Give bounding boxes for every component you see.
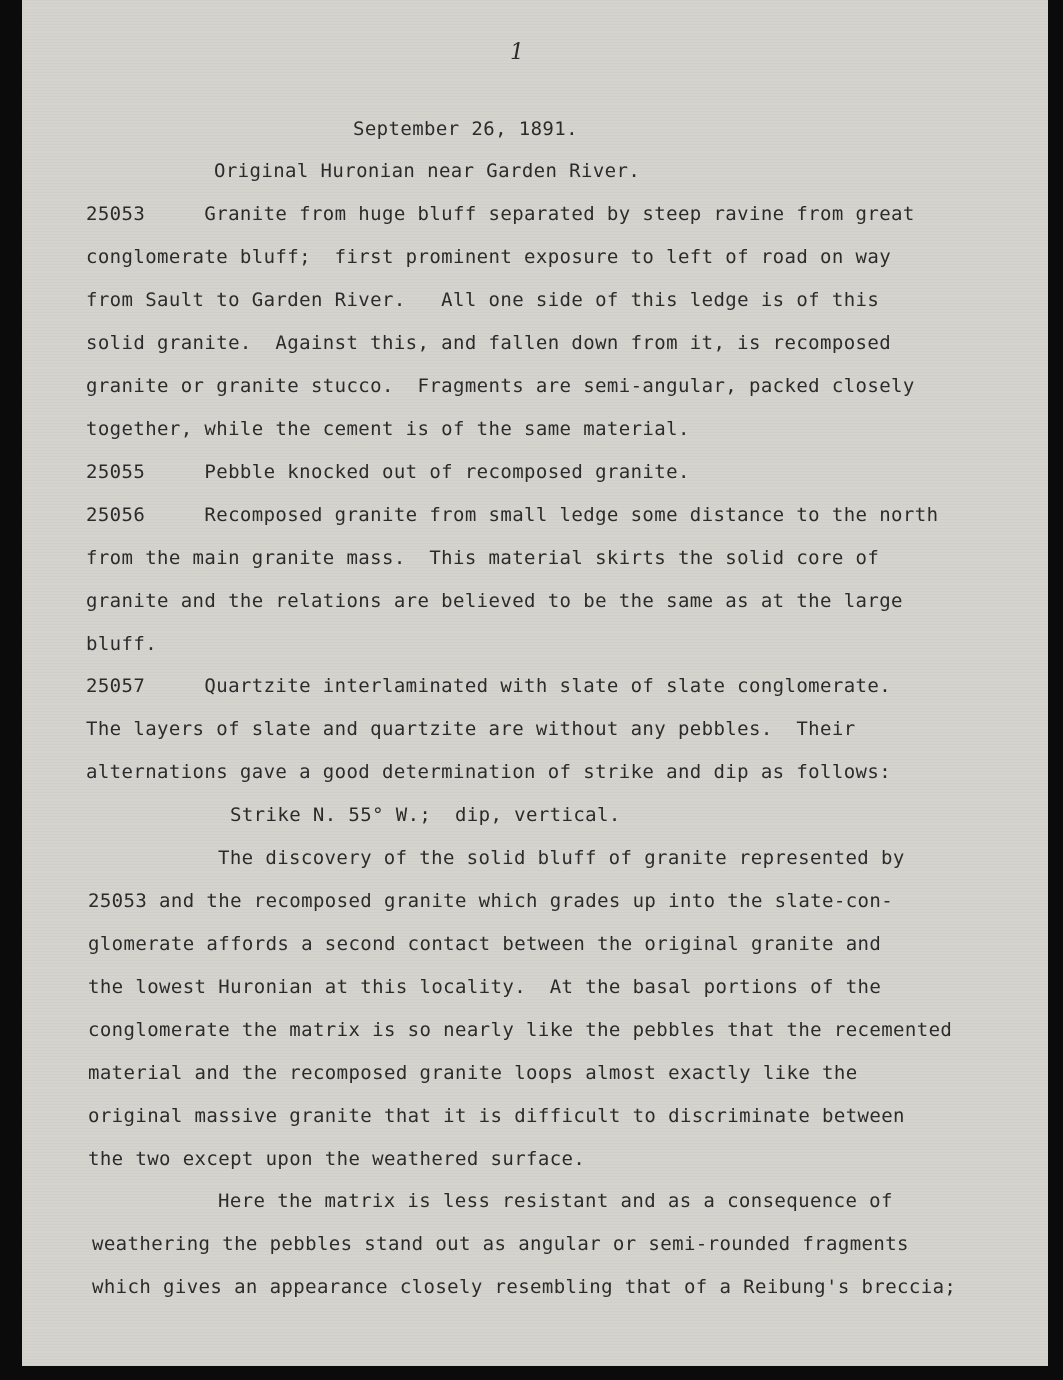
text-line: the lowest Huronian at this locality. At the basal portions of the — [88, 976, 882, 998]
text-line: 25056 Recomposed granite from small ledge some distance to the north — [86, 504, 939, 526]
text-line: 25053 Granite from huge bluff separated by steep ravine from great — [86, 203, 915, 225]
text-line: granite and the relations are believed to be the same as at the large — [86, 590, 903, 612]
text-line: solid granite. Against this, and fallen down from it, is recomposed — [86, 332, 892, 354]
text-line: 25055 Pebble knocked out of recomposed granite. — [86, 461, 690, 483]
text-line: from Sault to Garden River. All one side of this ledge is of this — [86, 289, 880, 311]
text-line: alternations gave a good determination of strike and dip as follows: — [86, 761, 892, 783]
text-line: the two except upon the weathered surface. — [88, 1148, 586, 1170]
text-line: granite or granite stucco. Fragments are semi-angular, packed closely — [86, 375, 915, 397]
text-line: Strike N. 55° W.; dip, vertical. — [230, 804, 621, 826]
document-page — [22, 0, 1048, 1366]
document-heading: Original Huronian near Garden River. — [214, 160, 641, 182]
text-line: conglomerate bluff; first prominent exposure to left of road on way — [86, 246, 892, 268]
text-line: which gives an appearance closely resembling that of a Reibung's breccia; — [92, 1276, 957, 1298]
text-line: material and the recomposed granite loops almost exactly like the — [88, 1062, 858, 1084]
text-line: conglomerate the matrix is so nearly like the pebbles that the recemented — [88, 1019, 953, 1041]
text-line: glomerate affords a second contact between the original granite and — [88, 933, 882, 955]
text-line: together, while the cement is of the same material. — [86, 418, 690, 440]
text-line: from the main granite mass. This material skirts the solid core of — [86, 547, 880, 569]
text-line: 25053 and the recomposed granite which grades up into the slate-con- — [88, 890, 894, 912]
text-line: original massive granite that it is difficult to discriminate between — [88, 1105, 905, 1127]
text-line: bluff. — [86, 633, 158, 655]
text-line: weathering the pebbles stand out as angular or semi-rounded fragments — [92, 1233, 909, 1255]
page-number: 1 — [510, 40, 524, 65]
document-date: September 26, 1891. — [353, 118, 578, 140]
text-line: Here the matrix is less resistant and as a consequence of — [218, 1190, 893, 1212]
text-line: The discovery of the solid bluff of granite represented by — [218, 847, 905, 869]
text-line: 25057 Quartzite interlaminated with slate of slate conglomerate. — [86, 675, 892, 697]
text-line: The layers of slate and quartzite are without any pebbles. Their — [86, 718, 856, 740]
